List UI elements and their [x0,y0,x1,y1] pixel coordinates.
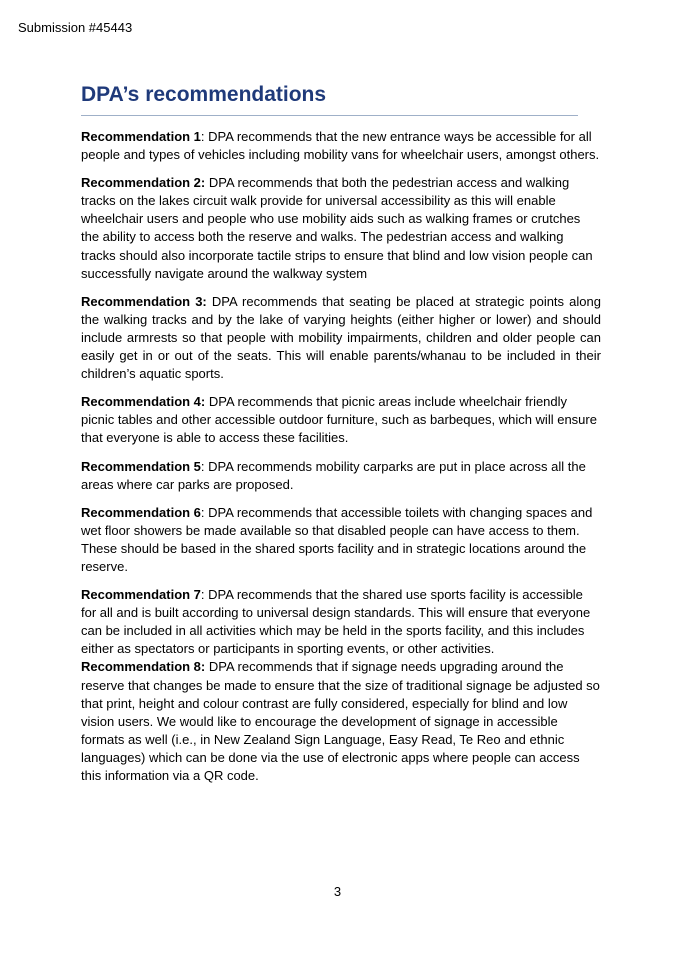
recommendation-5 [81,458,601,494]
recommendation-label: Recommendation 1 [81,129,201,144]
recommendation-text: DPA recommends mobility carparks are put in place across all the areas where car parks are proposed. [81,458,586,492]
recommendation-separator: : [200,129,209,144]
recommendation-text: DPA recommends that if signage needs upgrading around the reserve that changes be made to ensure that the size of traditional signage be adjusted so that print, height and colour contrast are fully considered, especially for blind and low vision users. We would like to encourage the development of signage in accessible formats as well (i.e., in New Zealand Sign Language, Easy Read, Te Reo and ethnic languages) which can be done via the use of electronic apps where people can access this information via a QR code. [81,659,600,783]
recommendation-7 [81,586,601,658]
recommendation-text: DPA recommends that the new entrance ways be accessible for all people and types of vehicles including mobility vans for wheelchair users, amongst others. [81,129,600,163]
title-divider [81,115,578,116]
recommendation-text: DPA recommends that the shared use sports facility is accessible for all and is built according to universal design standards. This will ensure that everyone can be included in all activities which may be held in the sports facility, and this includes either as spectators or participants in sporting events, or other activities. [81,587,591,657]
recommendation-separator: : [200,458,209,474]
recommendation-text: DPA recommends that accessible toilets with changing spaces and wet floor showers be made available so that disabled people can have access to them. These should be based in the shared sports facility and in strategic locations around the reserve. [81,504,593,574]
recommendation-label: Recommendation 7 [81,587,201,603]
recommendation-label: Recommendation 5 [81,458,201,474]
recommendation-text: DPA recommends that both the pedestrian access and walking tracks on the lakes circuit walk provide for universal accessibility as this will enable wheelchair users and people who use mobility aids such as walking frames or crutches the ability to access both the reserve and walks. The pedestrian access and walking tracks should also incorporate tactile strips to ensure that blind and low vision people can successfully navigate around the walkway system [81,175,593,281]
recommendation-label: Recommendation 2: [81,175,206,191]
recommendation-label: Recommendation 6 [81,504,201,520]
recommendation-8 [81,658,601,785]
page-number: 3 [333,884,342,899]
recommendation-text: DPA recommends that picnic areas include wheelchair friendly picnic tables and other accessible outdoor furniture, such as barbeques, which will ensure that everyone is able to access these facilities. [81,394,597,446]
recommendation-separator: : [200,587,209,603]
submission-id: Submission #45443 [18,20,133,35]
recommendation-label: Recommendation 3: [81,293,207,309]
recommendation-6 [81,504,601,576]
recommendation-2 [81,174,601,283]
recommendation-label: Recommendation 8: [81,659,206,675]
recommendation-text: DPA recommends that seating be placed at strategic points along the walking tracks and by the lake of varying heights (either higher or lower) and should include armrests so that people with mobility impairments, children and older people can easily get in or out of the seats. This will enable parents/whanau to be included in their children’s aquatic sports. [81,293,601,382]
recommendation-label: Recommendation 4: [81,394,206,410]
recommendation-3 [81,293,601,383]
page-title: DPA’s recommendations [81,83,327,106]
recommendation-4 [81,393,601,447]
recommendations-list [81,128,601,795]
recommendation-separator: : [200,504,209,520]
recommendation-1 [81,128,601,164]
